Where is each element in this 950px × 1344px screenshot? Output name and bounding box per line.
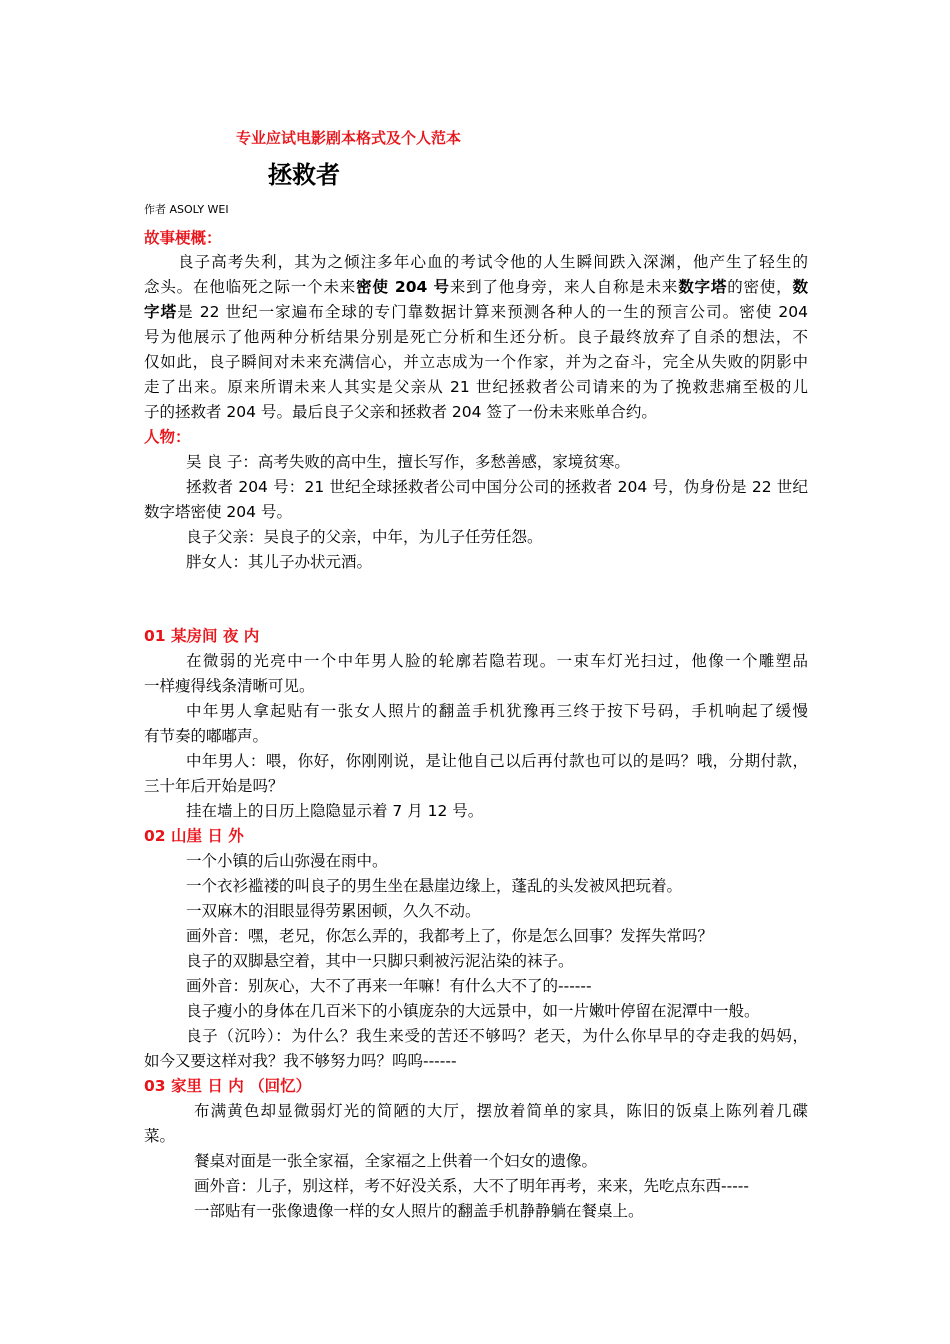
- scene-dialogue: 画外音：嘿，老兄，你怎么弄的，我都考上了，你是怎么回事？发挥失常吗？: [186, 927, 714, 945]
- author-line: 作者 ASOLY WEI: [144, 203, 229, 216]
- scene-text: 一个衣衫褴褛的叫良子的男生坐在悬崖边缘上，蓬乱的头发被风把玩着。: [186, 877, 683, 895]
- company-name: 数字塔: [678, 278, 728, 296]
- synopsis-text: 念头。在他临死之际一个未来: [144, 278, 357, 296]
- character-entry: 胖女人：其儿子办状元酒。: [186, 553, 373, 571]
- synopsis-line: [144, 300, 808, 324]
- scene-text: 中年男人拿起贴有一张女人照片的翻盖手机犹豫再三终于按下号码，手机响起了缓慢: [186, 702, 808, 720]
- company-name: 字塔: [144, 303, 178, 321]
- scene-text: 一部贴有一张像遗像一样的女人照片的翻盖手机静静躺在餐桌上。: [194, 1202, 644, 1220]
- character-entry: 良子父亲：吴良子的父亲，中年，为儿子任劳任怨。: [186, 528, 543, 546]
- synopsis-heading: 故事梗概：: [144, 229, 222, 247]
- scene-text: 良子瘦小的身体在几百米下的小镇庞杂的大远景中，如一片嫩叶停留在泥潭中一般。: [186, 1002, 760, 1020]
- scene-dialogue: 中年男人：喂，你好，你刚刚说，是让他自己以后再付款也可以的是吗？哦，分期付款，: [186, 752, 808, 770]
- scene-text: 有节奏的嘟嘟声。: [144, 727, 269, 745]
- super-title: 专业应试电影剧本格式及个人范本: [236, 129, 462, 147]
- character-entry: 数字塔密使 204 号。: [144, 503, 292, 521]
- scene-text: 一个小镇的后山弥漫在雨中。: [186, 852, 388, 870]
- scene-heading: 03 家里 日 内 （回忆）: [144, 1077, 312, 1095]
- synopsis-text: 来到了他身旁，来人自称是未来: [449, 278, 679, 296]
- synopsis-text: 是 22 世纪一家遍布全球的专门靠数据计算来预测各种人的一生的预言公司。密使 204: [177, 303, 808, 321]
- scene-dialogue: 如今又要这样对我？我不够努力吗？呜呜------: [144, 1052, 457, 1070]
- scene-heading: 01 某房间 夜 内: [144, 627, 260, 645]
- scene-text: 一双麻木的泪眼显得劳累困顿，久久不动。: [186, 902, 481, 920]
- scene-dialogue: 三十年后开始是吗？: [144, 777, 284, 795]
- synopsis-line: 子的拯救者 204 号。最后良子父亲和拯救者 204 签了一份未来账单合约。: [144, 403, 657, 421]
- scene-text: 一样瘦得线条清晰可见。: [144, 677, 315, 695]
- synopsis-line: 仅如此，良子瞬间对未来充满信心，并立志成为一个作家，并为之奋斗，完全从失败的阴影中: [144, 353, 808, 371]
- scene-dialogue: 良子（沉吟）：为什么？我生来受的苦还不够吗？老天，为什么你早早的夺走我的妈妈，: [186, 1027, 808, 1045]
- scene-text: 挂在墙上的日历上隐隐显示着 7 月 12 号。: [186, 802, 484, 820]
- company-name: 数: [792, 278, 808, 296]
- scene-dialogue: 画外音：别灰心，大不了再来一年嘛！有什么大不了的------: [186, 977, 592, 995]
- synopsis-text: 的密使，: [727, 278, 793, 296]
- scene-dialogue: 画外音：儿子，别这样，考不好没关系，大不了明年再考，来来，先吃点东西-----: [194, 1177, 749, 1195]
- scene-text: 良子的双脚悬空着，其中一只脚只剩被污泥沾染的袜子。: [186, 952, 574, 970]
- page-title: 拯救者: [268, 161, 340, 189]
- scene-text: 布满黄色却显微弱灯光的简陋的大厅，摆放着简单的家具，陈旧的饭桌上陈列着几碟: [194, 1102, 808, 1120]
- envoy-name: 密使 204 号: [356, 278, 450, 296]
- scene-text: 在微弱的光亮中一个中年男人脸的轮廓若隐若现。一束车灯光扫过，他像一个雕塑品: [186, 652, 808, 670]
- scene-text: 菜。: [144, 1127, 176, 1145]
- synopsis-line: 走了出来。原来所谓未来人其实是父亲从 21 世纪拯救者公司请来的为了挽救悲痛至极的儿: [144, 378, 808, 396]
- synopsis-line: 良子高考失利，其为之倾注多年心血的考试令他的人生瞬间跌入深渊，他产生了轻生的: [178, 253, 808, 271]
- synopsis-line: [144, 275, 808, 299]
- scene-heading: 02 山崖 日 外: [144, 827, 244, 845]
- synopsis-line: 号为他展示了他两种分析结果分别是死亡分析和生还分析。良子最终放弃了自杀的想法，不: [144, 328, 808, 346]
- character-entry: 吴 良 子：高考失败的高中生，擅长写作，多愁善感，家境贫寒。: [186, 453, 630, 471]
- character-entry: 拯救者 204 号：21 世纪全球拯救者公司中国分公司的拯救者 204 号，伪身份是 22 世纪: [186, 478, 808, 496]
- characters-heading: 人物：: [144, 428, 191, 446]
- scene-text: 餐桌对面是一张全家福，全家福之上供着一个妇女的遗像。: [194, 1152, 598, 1170]
